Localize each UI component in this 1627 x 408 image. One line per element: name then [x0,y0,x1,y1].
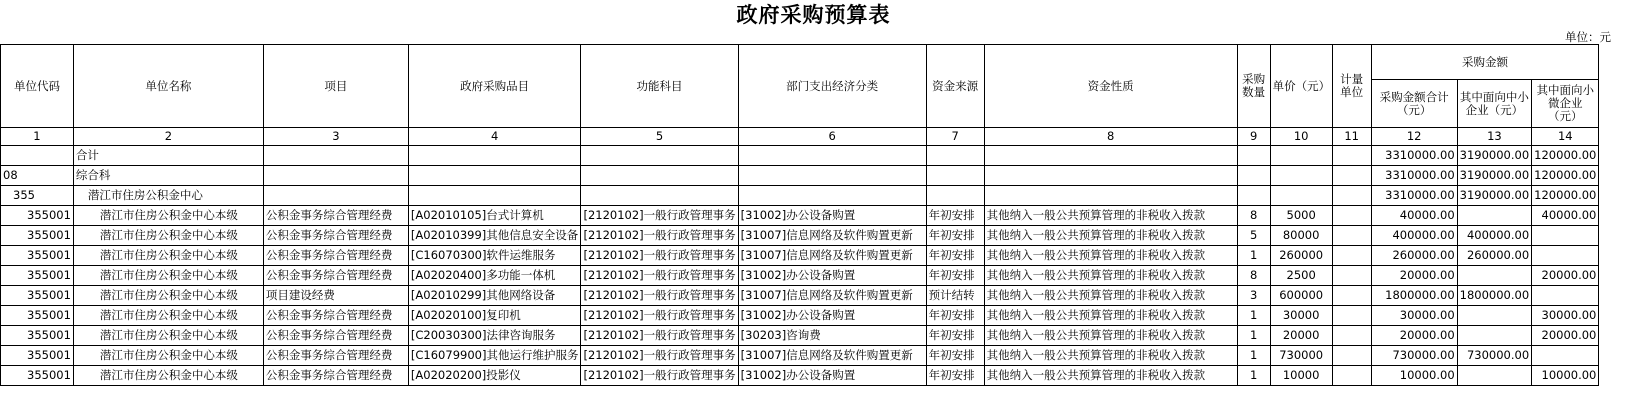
amount-total-cell: 3310000.00 [1371,146,1457,166]
unit-name-cell: 潜江市住房公积金中心 [73,186,263,206]
unit-code-cell: 355001 [1,346,74,366]
econ-class-cell: [31002]办公设备购置 [738,266,926,286]
econ-class-cell: [31002]办公设备购置 [738,306,926,326]
unit-price-cell: 30000 [1270,306,1332,326]
table-row [1,306,1599,326]
amount-sme-cell: 3190000.00 [1457,166,1532,186]
unit-name-cell: 潜江市住房公积金中心本级 [73,266,263,286]
unit-code-cell: 355001 [1,366,74,386]
amount-sme-cell [1457,306,1532,326]
procurement-item-cell: [A02020200]投影仪 [408,366,581,386]
unit-name-cell: 潜江市住房公积金中心本级 [73,246,263,266]
budget-table [0,44,1599,386]
fund-source-cell: 年初安排 [926,326,984,346]
qty-cell: 1 [1237,346,1270,366]
summary-row-total [1,146,1599,166]
table-row [1,326,1599,346]
project-cell: 公积金事务综合管理经费 [263,266,408,286]
unit-name-cell: 合计 [73,146,263,166]
amount-sme-cell [1457,366,1532,386]
amount-sme-cell [1457,206,1532,226]
measure-unit-cell [1332,286,1371,306]
measure-unit-cell [1332,346,1371,366]
fund-nature-cell: 其他纳入一般公共预算管理的非税收入拨款 [984,286,1237,306]
procurement-item-cell: [A02010105]台式计算机 [408,206,581,226]
unit-code-cell [1,146,74,166]
amount-sme-cell [1457,266,1532,286]
header-amount-sme: 其中面向中小企业（元） [1457,80,1532,128]
project-cell: 公积金事务综合管理经费 [263,306,408,326]
project-cell: 公积金事务综合管理经费 [263,366,408,386]
table-row [1,226,1599,246]
procurement-item-cell: [A02020100]复印机 [408,306,581,326]
amount-micro-cell: 10000.00 [1532,366,1599,386]
summary-row-unit [1,186,1599,206]
amount-total-cell: 260000.00 [1371,246,1457,266]
header-fund-nature: 资金性质 [984,45,1237,128]
unit-name-cell: 潜江市住房公积金中心本级 [73,346,263,366]
function-subject-cell: [2120102]一般行政管理事务 [581,266,738,286]
unit-name-cell: 潜江市住房公积金中心本级 [73,286,263,306]
table-row [1,346,1599,366]
fund-source-cell: 年初安排 [926,346,984,366]
unit-price-cell: 5000 [1270,206,1332,226]
unit-price-cell: 260000 [1270,246,1332,266]
qty-cell: 3 [1237,286,1270,306]
fund-nature-cell: 其他纳入一般公共预算管理的非税收入拨款 [984,326,1237,346]
function-subject-cell: [2120102]一般行政管理事务 [581,286,738,306]
measure-unit-cell [1332,206,1371,226]
header-amount-micro: 其中面向小微企业（元） [1532,80,1599,128]
qty-cell: 8 [1237,206,1270,226]
measure-unit-cell [1332,366,1371,386]
currency-unit-label: 单位：元 [1565,30,1611,44]
unit-name-cell: 潜江市住房公积金中心本级 [73,366,263,386]
unit-name-cell: 潜江市住房公积金中心本级 [73,306,263,326]
column-index: 9 [1237,128,1270,146]
fund-source-cell: 年初安排 [926,306,984,326]
amount-total-cell: 730000.00 [1371,346,1457,366]
amount-total-cell: 3310000.00 [1371,166,1457,186]
econ-class-cell: [31007]信息网络及软件购置更新 [738,246,926,266]
fund-nature-cell: 其他纳入一般公共预算管理的非税收入拨款 [984,366,1237,386]
unit-name-cell: 潜江市住房公积金中心本级 [73,326,263,346]
qty-cell: 1 [1237,306,1270,326]
unit-name-cell: 潜江市住房公积金中心本级 [73,226,263,246]
column-index: 7 [926,128,984,146]
fund-source-cell: 年初安排 [926,366,984,386]
column-index-row [1,128,1599,146]
unit-price-cell: 600000 [1270,286,1332,306]
fund-nature-cell: 其他纳入一般公共预算管理的非税收入拨款 [984,226,1237,246]
amount-sme-cell: 400000.00 [1457,226,1532,246]
amount-total-cell: 30000.00 [1371,306,1457,326]
amount-sme-cell: 1800000.00 [1457,286,1532,306]
amount-total-cell: 20000.00 [1371,326,1457,346]
fund-nature-cell: 其他纳入一般公共预算管理的非税收入拨款 [984,206,1237,226]
unit-price-cell: 730000 [1270,346,1332,366]
econ-class-cell: [30203]咨询费 [738,326,926,346]
header-unit-code: 单位代码 [1,45,74,128]
unit-code-cell: 355001 [1,206,74,226]
column-index: 2 [73,128,263,146]
unit-code-cell: 355001 [1,306,74,326]
procurement-item-cell: [A02010399]其他信息安全设备 [408,226,581,246]
amount-sme-cell: 730000.00 [1457,346,1532,366]
qty-cell: 1 [1237,366,1270,386]
unit-name-cell: 综合科 [73,166,263,186]
amount-micro-cell [1532,226,1599,246]
amount-sme-cell [1457,326,1532,346]
procurement-item-cell: [C20030300]法律咨询服务 [408,326,581,346]
amount-total-cell: 3310000.00 [1371,186,1457,206]
header-econ-class: 部门支出经济分类 [738,45,926,128]
amount-micro-cell: 20000.00 [1532,326,1599,346]
econ-class-cell: [31002]办公设备购置 [738,206,926,226]
column-index: 6 [738,128,926,146]
qty-cell: 1 [1237,246,1270,266]
measure-unit-cell [1332,306,1371,326]
header-unit-name: 单位名称 [73,45,263,128]
function-subject-cell: [2120102]一般行政管理事务 [581,226,738,246]
table-row [1,206,1599,226]
fund-source-cell: 预计结转 [926,286,984,306]
fund-nature-cell: 其他纳入一般公共预算管理的非税收入拨款 [984,346,1237,366]
unit-price-cell: 2500 [1270,266,1332,286]
unit-price-cell: 80000 [1270,226,1332,246]
unit-code-cell: 355001 [1,286,74,306]
unit-code-cell: 355001 [1,226,74,246]
econ-class-cell: [31002]办公设备购置 [738,366,926,386]
amount-total-cell: 40000.00 [1371,206,1457,226]
table-row [1,366,1599,386]
summary-row-department [1,166,1599,186]
amount-micro-cell [1532,246,1599,266]
header-qty: 采购数量 [1237,45,1270,128]
unit-name-cell: 潜江市住房公积金中心本级 [73,206,263,226]
header-amount-total: 采购金额合计（元） [1371,80,1457,128]
column-index: 8 [984,128,1237,146]
amount-sme-cell: 3190000.00 [1457,146,1532,166]
amount-micro-cell: 120000.00 [1532,186,1599,206]
procurement-item-cell: [C16070300]软件运维服务 [408,246,581,266]
fund-source-cell: 年初安排 [926,226,984,246]
column-index: 13 [1457,128,1532,146]
column-index: 10 [1270,128,1332,146]
amount-micro-cell: 120000.00 [1532,146,1599,166]
header-function-subject: 功能科目 [581,45,738,128]
amount-total-cell: 20000.00 [1371,266,1457,286]
procurement-item-cell: [C16079900]其他运行维护服务 [408,346,581,366]
header-measure-unit: 计量单位 [1332,45,1371,128]
header-amount-group: 采购金额 [1371,45,1599,80]
unit-code-cell: 355001 [1,246,74,266]
fund-nature-cell: 其他纳入一般公共预算管理的非税收入拨款 [984,266,1237,286]
header-unit-price: 单价（元） [1270,45,1332,128]
qty-cell: 1 [1237,326,1270,346]
column-index: 12 [1371,128,1457,146]
column-index: 4 [408,128,581,146]
amount-micro-cell: 30000.00 [1532,306,1599,326]
qty-cell: 8 [1237,266,1270,286]
table-row [1,266,1599,286]
fund-source-cell: 年初安排 [926,246,984,266]
table-row [1,286,1599,306]
amount-micro-cell: 120000.00 [1532,166,1599,186]
column-index: 11 [1332,128,1371,146]
table-row [1,246,1599,266]
fund-nature-cell: 其他纳入一般公共预算管理的非税收入拨款 [984,246,1237,266]
amount-sme-cell: 3190000.00 [1457,186,1532,206]
project-cell: 公积金事务综合管理经费 [263,206,408,226]
unit-code-cell: 355001 [1,266,74,286]
amount-micro-cell: 20000.00 [1532,266,1599,286]
header-fund-source: 资金来源 [926,45,984,128]
column-index: 1 [1,128,74,146]
column-index: 5 [581,128,738,146]
measure-unit-cell [1332,266,1371,286]
fund-nature-cell: 其他纳入一般公共预算管理的非税收入拨款 [984,306,1237,326]
column-index: 3 [263,128,408,146]
amount-micro-cell: 40000.00 [1532,206,1599,226]
project-cell: 公积金事务综合管理经费 [263,246,408,266]
measure-unit-cell [1332,246,1371,266]
function-subject-cell: [2120102]一般行政管理事务 [581,206,738,226]
measure-unit-cell [1332,326,1371,346]
column-index: 14 [1532,128,1599,146]
project-cell: 公积金事务综合管理经费 [263,326,408,346]
fund-source-cell: 年初安排 [926,266,984,286]
econ-class-cell: [31007]信息网络及软件购置更新 [738,226,926,246]
qty-cell: 5 [1237,226,1270,246]
project-cell: 项目建设经费 [263,286,408,306]
econ-class-cell: [31007]信息网络及软件购置更新 [738,346,926,366]
measure-unit-cell [1332,226,1371,246]
function-subject-cell: [2120102]一般行政管理事务 [581,346,738,366]
unit-code-cell: 08 [1,166,74,186]
project-cell: 公积金事务综合管理经费 [263,346,408,366]
fund-source-cell: 年初安排 [926,206,984,226]
amount-total-cell: 1800000.00 [1371,286,1457,306]
amount-total-cell: 10000.00 [1371,366,1457,386]
amount-micro-cell [1532,286,1599,306]
amount-micro-cell [1532,346,1599,366]
project-cell: 公积金事务综合管理经费 [263,226,408,246]
unit-code-cell: 355001 [1,326,74,346]
unit-price-cell: 20000 [1270,326,1332,346]
header-procurement-item: 政府采购品目 [408,45,581,128]
econ-class-cell: [31007]信息网络及软件购置更新 [738,286,926,306]
procurement-item-cell: [A02020400]多功能一体机 [408,266,581,286]
procurement-item-cell: [A02010299]其他网络设备 [408,286,581,306]
function-subject-cell: [2120102]一般行政管理事务 [581,306,738,326]
page-title: 政府采购预算表 [736,3,891,27]
function-subject-cell: [2120102]一般行政管理事务 [581,366,738,386]
unit-price-cell: 10000 [1270,366,1332,386]
function-subject-cell: [2120102]一般行政管理事务 [581,246,738,266]
unit-code-cell: 355 [1,186,74,206]
header-project: 项目 [263,45,408,128]
amount-total-cell: 400000.00 [1371,226,1457,246]
amount-sme-cell: 260000.00 [1457,246,1532,266]
function-subject-cell: [2120102]一般行政管理事务 [581,326,738,346]
